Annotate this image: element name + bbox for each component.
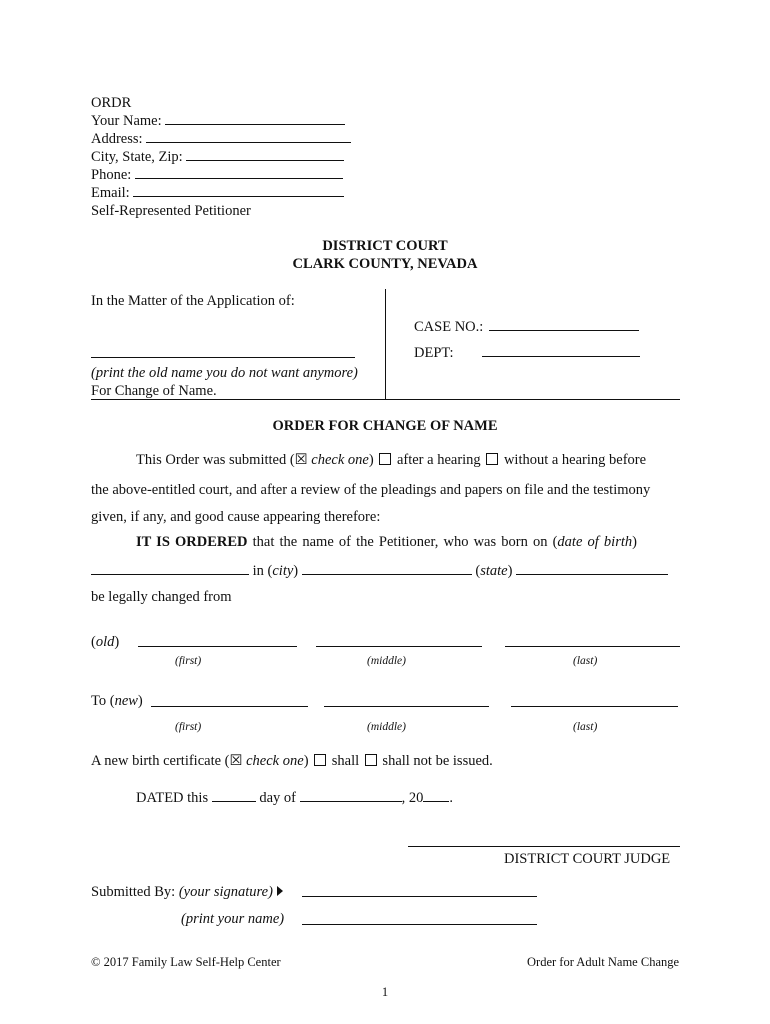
order-title: ORDER FOR CHANGE OF NAME: [272, 418, 498, 434]
old-name-field[interactable]: [91, 357, 355, 358]
birth-place-line: in (city) (state): [91, 562, 668, 580]
address-label: Address:: [91, 131, 143, 147]
city-row: [91, 148, 344, 166]
your-name-row: [91, 112, 345, 130]
old-last-field[interactable]: [505, 646, 680, 647]
shall-not-label: shall not be issued.: [382, 753, 493, 769]
birth-state-field[interactable]: [516, 562, 668, 575]
email-field[interactable]: [133, 184, 344, 197]
day-of-text: day of: [259, 790, 296, 806]
submitted-line-3: given, if any, and good cause appearing therefore:: [91, 509, 381, 525]
submitted-text: This Order was submitted (: [136, 452, 295, 468]
dob-close: ): [632, 534, 637, 550]
new-middle-hint: (middle): [367, 721, 406, 733]
caption-divider: [385, 289, 386, 399]
submitted-line-2: the above-entitled court, and after a review of the pleadings and papers on file and the testimony: [91, 482, 651, 498]
ordered-text: that the name of the Petitioner, who was born on (: [252, 534, 558, 550]
new-first-hint: (first): [175, 721, 202, 733]
arrow-right-icon: [277, 886, 283, 896]
phone-row: [91, 166, 343, 184]
old-name-hint: (print the old name you do not want anymore): [91, 365, 358, 381]
print-name-field[interactable]: [302, 924, 537, 925]
checked-box-icon-2: ☒: [229, 753, 243, 769]
dob-label: date of birth: [557, 534, 633, 550]
phone-field[interactable]: [135, 166, 343, 179]
court-county: CLARK COUNTY, NEVADA: [292, 256, 478, 272]
old-first-field[interactable]: [138, 646, 297, 647]
submitted-line: [136, 451, 646, 469]
in-label: in (: [252, 563, 273, 579]
birth-city-field[interactable]: [302, 562, 472, 575]
footer-left: © 2017 Family Law Self-Help Center: [91, 955, 281, 969]
dated-year-field[interactable]: [423, 789, 449, 802]
signature-field[interactable]: [302, 896, 537, 897]
your-name-field[interactable]: [165, 112, 345, 125]
matter-label: In the Matter of the Application of:: [91, 293, 295, 309]
footer-right: Order for Adult Name Change: [527, 955, 680, 969]
judge-label: DISTRICT COURT JUDGE: [504, 851, 671, 867]
without-hearing-checkbox[interactable]: [486, 453, 498, 465]
dob-field[interactable]: [91, 562, 249, 575]
caption-bottom-rule: [91, 399, 680, 400]
case-no-label: CASE NO.:: [414, 319, 484, 335]
without-hearing-label: without a hearing before: [503, 452, 647, 468]
paren-close: ): [368, 452, 374, 468]
new-first-field[interactable]: [151, 706, 308, 707]
print-name-label: (print your name): [181, 911, 285, 927]
dept-row: [414, 344, 640, 362]
your-name-label: Your Name:: [91, 113, 162, 129]
old-first-hint: (first): [175, 655, 202, 667]
after-hearing-checkbox[interactable]: [379, 453, 391, 465]
case-no-row: [414, 318, 639, 336]
city-label-2: city: [272, 563, 294, 579]
case-no-field[interactable]: [489, 318, 639, 331]
state-label: state: [480, 563, 508, 579]
shall-checkbox[interactable]: [314, 754, 326, 766]
birth-cert-text: A new birth certificate (: [91, 753, 230, 769]
new-middle-field[interactable]: [324, 706, 489, 707]
judge-signature-line[interactable]: [408, 846, 680, 847]
birth-check-one: check one: [246, 753, 304, 769]
dated-month-field[interactable]: [300, 789, 402, 802]
court-name: DISTRICT COURT: [322, 238, 448, 254]
city-label: City, State, Zip:: [91, 149, 183, 165]
new-label: new: [114, 693, 138, 709]
checked-box-icon: ☒: [294, 452, 308, 468]
email-row: [91, 184, 344, 202]
address-row: [91, 130, 351, 148]
old-last-hint: (last): [573, 655, 598, 667]
new-last-field[interactable]: [511, 706, 678, 707]
new-last-hint: (last): [573, 721, 598, 733]
phone-label: Phone:: [91, 167, 132, 183]
ordered-line: [136, 533, 637, 551]
to-new-row: To (new): [91, 693, 143, 709]
dated-text: DATED this: [136, 790, 209, 806]
old-label: old: [95, 634, 115, 650]
form-code: ORDR: [91, 95, 132, 111]
address-field[interactable]: [146, 130, 351, 143]
dept-field[interactable]: [482, 344, 640, 357]
petitioner-label: Self-Represented Petitioner: [91, 203, 251, 219]
dated-day-field[interactable]: [212, 789, 256, 802]
city-state-zip-field[interactable]: [186, 148, 344, 161]
old-label-row: (old): [91, 634, 120, 650]
your-signature-label: (your signature): [178, 884, 273, 900]
old-middle-hint: (middle): [367, 655, 406, 667]
submitted-by-row: [91, 883, 289, 901]
shall-label: shall: [331, 753, 360, 769]
birth-cert-line: A new birth certificate (☒ check one) shall shall not be issued.: [91, 753, 493, 769]
after-hearing-label: after a hearing: [396, 452, 481, 468]
check-one-text: check one: [311, 452, 369, 468]
email-label: Email:: [91, 185, 130, 201]
changed-from: be legally changed from: [91, 589, 232, 605]
shall-not-checkbox[interactable]: [365, 754, 377, 766]
it-is-ordered: IT IS ORDERED: [136, 534, 248, 550]
old-middle-field[interactable]: [316, 646, 482, 647]
dated-line: DATED this day of , 20 .: [136, 790, 453, 806]
submitted-by-label: Submitted By:: [91, 884, 176, 900]
dept-label: DEPT:: [414, 345, 454, 361]
page-number: 1: [381, 985, 389, 999]
year-prefix: , 20: [401, 790, 424, 806]
to-label: To (: [91, 693, 115, 709]
for-change-label: For Change of Name.: [91, 383, 217, 399]
